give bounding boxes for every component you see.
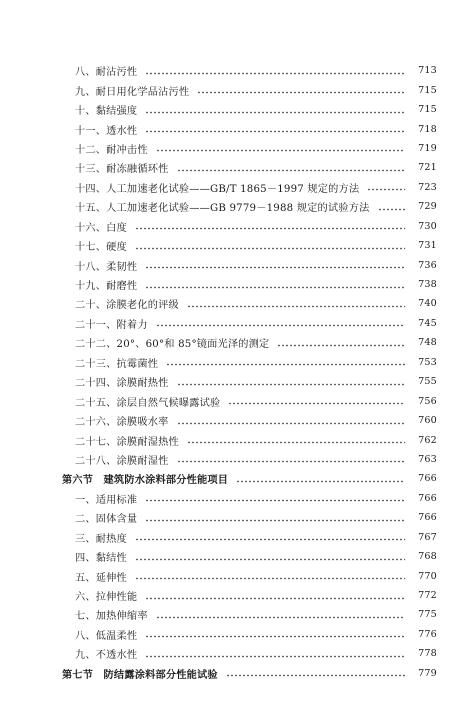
toc-entry-title: 七、加热伸缩率: [75, 611, 148, 623]
toc-entry-page-number: 745: [418, 317, 437, 329]
toc-entry[interactable]: [0, 586, 468, 605]
toc-entry-title: 二十五、涂层自然气候曝露试验: [75, 397, 221, 409]
toc-entry-page-number: 753: [418, 356, 437, 368]
dot-leader: [177, 377, 406, 387]
toc-entry-title: 二十、涂膜老化的评级: [75, 300, 179, 312]
toc-entry-title: 二十三、抗霉菌性: [75, 358, 159, 370]
toc-entry-title: 五、延伸性: [75, 572, 127, 584]
toc-entry-page-number: 770: [418, 570, 437, 582]
toc-entry-page-number: 778: [418, 648, 437, 660]
toc-entry-title: 一、适用标准: [75, 494, 138, 506]
toc-entry-page-number: 748: [418, 337, 437, 349]
toc-entry[interactable]: [0, 197, 468, 216]
toc-entry-title: 二十二、20°、60°和 85°镜面光泽的测定: [75, 339, 270, 351]
toc-entry-page-number: 718: [418, 123, 437, 135]
dot-leader: [187, 299, 405, 309]
toc-entry[interactable]: [0, 450, 468, 469]
toc-entry-page-number: 723: [418, 181, 437, 193]
toc-entry-title: 三、耐热度: [75, 533, 127, 545]
toc-entry-title: 二十七、涂膜耐湿热性: [75, 436, 179, 448]
toc-entry[interactable]: [0, 61, 468, 80]
toc-entry-title: 二十四、涂膜耐热性: [75, 378, 169, 390]
toc-entry-title: 六、拉伸性能: [75, 592, 138, 604]
toc-entry-title: 十五、人工加速老化试验——GB 9779－1988 规定的试验方法: [75, 203, 370, 215]
toc-entry[interactable]: [0, 333, 468, 352]
dot-leader: [145, 513, 405, 523]
dot-leader: [228, 396, 405, 406]
toc-entry[interactable]: [0, 411, 468, 430]
toc-entry-page-number: 755: [418, 376, 437, 388]
toc-entry-title: 二十一、附着力: [75, 319, 148, 331]
toc-entry[interactable]: [0, 80, 468, 99]
toc-entry-title: 二、固体含量: [75, 514, 138, 526]
toc-entry[interactable]: [0, 255, 468, 274]
toc-entry-page-number: 713: [418, 65, 437, 77]
toc-entry-title: 九、耐日用化学品沾污性: [75, 86, 190, 98]
dot-leader: [145, 591, 405, 601]
toc-entry[interactable]: [0, 547, 468, 566]
toc-entry-page-number: 736: [418, 259, 437, 271]
table-of-contents: [0, 61, 468, 683]
toc-entry[interactable]: [0, 625, 468, 644]
toc-entry[interactable]: [0, 508, 468, 527]
toc-entry-title: 十四、人工加速老化试验——GB/T 1865－1997 规定的方法: [75, 183, 360, 195]
dot-leader: [145, 280, 405, 290]
toc-entry-page-number: 766: [418, 473, 437, 485]
toc-entry[interactable]: [0, 217, 468, 236]
toc-entry[interactable]: [0, 139, 468, 158]
toc-entry[interactable]: [0, 314, 468, 333]
toc-entry[interactable]: [0, 100, 468, 119]
dot-leader: [277, 338, 405, 348]
toc-entry-page-number: 762: [418, 434, 437, 446]
toc-entry[interactable]: [0, 605, 468, 624]
dot-leader: [156, 143, 405, 153]
dot-leader: [177, 163, 406, 173]
dot-leader: [177, 454, 406, 464]
dot-leader: [187, 435, 405, 445]
toc-entry[interactable]: [0, 236, 468, 255]
dot-leader: [145, 105, 405, 115]
dot-leader: [145, 629, 405, 639]
toc-entry-page-number: 740: [418, 298, 437, 310]
toc-entry-title: 二十六、涂膜吸水率: [75, 417, 169, 429]
toc-entry[interactable]: [0, 489, 468, 508]
toc-entry-title: 十九、耐磨性: [75, 281, 138, 293]
toc-entry-page-number: 768: [418, 551, 437, 563]
toc-entry-page-number: 738: [418, 279, 437, 291]
toc-entry[interactable]: [0, 528, 468, 547]
toc-entry-page-number: 729: [418, 201, 437, 213]
toc-entry[interactable]: [0, 391, 468, 410]
toc-entry[interactable]: [0, 566, 468, 585]
toc-entry-page-number: 766: [418, 512, 437, 524]
toc-entry-page-number: 776: [418, 628, 437, 640]
toc-entry-title: 二十八、涂膜耐湿性: [75, 455, 169, 467]
toc-entry-title: 十八、柔韧性: [75, 261, 138, 273]
toc-entry-title: 十七、硬度: [75, 242, 127, 254]
toc-entry-page-number: 767: [418, 531, 437, 543]
dot-leader: [145, 260, 405, 270]
dot-leader: [166, 357, 405, 367]
toc-entry[interactable]: [0, 644, 468, 663]
toc-entry-page-number: 719: [418, 142, 437, 154]
dot-leader: [156, 318, 405, 328]
toc-entry-page-number: 772: [418, 590, 437, 602]
toc-entry-page-number: 775: [418, 609, 437, 621]
toc-entry-page-number: 731: [418, 240, 437, 252]
dot-leader: [145, 124, 405, 134]
dot-leader: [378, 202, 406, 212]
dot-leader: [135, 241, 405, 251]
toc-entry[interactable]: [0, 294, 468, 313]
toc-entry-page-number: 721: [418, 162, 437, 174]
dot-leader: [156, 610, 405, 620]
dot-leader: [145, 66, 405, 76]
toc-entry[interactable]: [0, 430, 468, 449]
toc-entry[interactable]: [0, 158, 468, 177]
dot-leader: [226, 668, 405, 678]
toc-entry-page-number: 715: [418, 84, 437, 96]
toc-entry-page-number: 763: [418, 453, 437, 465]
toc-entry-title: 十、黏结强度: [75, 106, 138, 118]
toc-section-entry[interactable]: [0, 469, 468, 488]
dot-leader: [236, 474, 405, 484]
toc-entry[interactable]: [0, 178, 468, 197]
toc-entry[interactable]: [0, 275, 468, 294]
toc-entry-title: 四、黏结性: [75, 553, 127, 565]
dot-leader: [197, 85, 405, 95]
toc-entry-title: 十一、透水性: [75, 125, 138, 137]
toc-entry[interactable]: [0, 119, 468, 138]
dot-leader: [135, 532, 405, 542]
toc-entry-page-number: 779: [418, 667, 437, 679]
toc-entry-title: 第七节 防结露涂料部分性能试验: [62, 668, 218, 681]
toc-entry-title: 十三、耐冻融循环性: [75, 164, 169, 176]
dot-leader: [145, 649, 405, 659]
toc-entry-page-number: 760: [418, 415, 437, 427]
toc-entry-page-number: 756: [418, 395, 437, 407]
dot-leader: [367, 182, 405, 192]
toc-entry-title: 八、耐沾污性: [75, 67, 138, 79]
toc-entry-title: 十二、耐冲击性: [75, 144, 148, 156]
toc-entry[interactable]: [0, 372, 468, 391]
toc-entry-title: 八、低温柔性: [75, 630, 138, 642]
dot-leader: [135, 571, 405, 581]
toc-entry-title: 十六、白度: [75, 222, 127, 234]
toc-entry-page-number: 715: [418, 104, 437, 116]
toc-entry[interactable]: [0, 353, 468, 372]
toc-entry-title: 九、不透水性: [75, 650, 138, 662]
dot-leader: [145, 493, 405, 503]
dot-leader: [177, 416, 406, 426]
toc-entry-page-number: 766: [418, 492, 437, 504]
dot-leader: [135, 552, 405, 562]
toc-entry-page-number: 730: [418, 220, 437, 232]
toc-entry-title: 第六节 建筑防水涂料部分性能项目: [62, 474, 229, 487]
dot-leader: [135, 221, 405, 231]
toc-section-entry[interactable]: [0, 664, 468, 683]
